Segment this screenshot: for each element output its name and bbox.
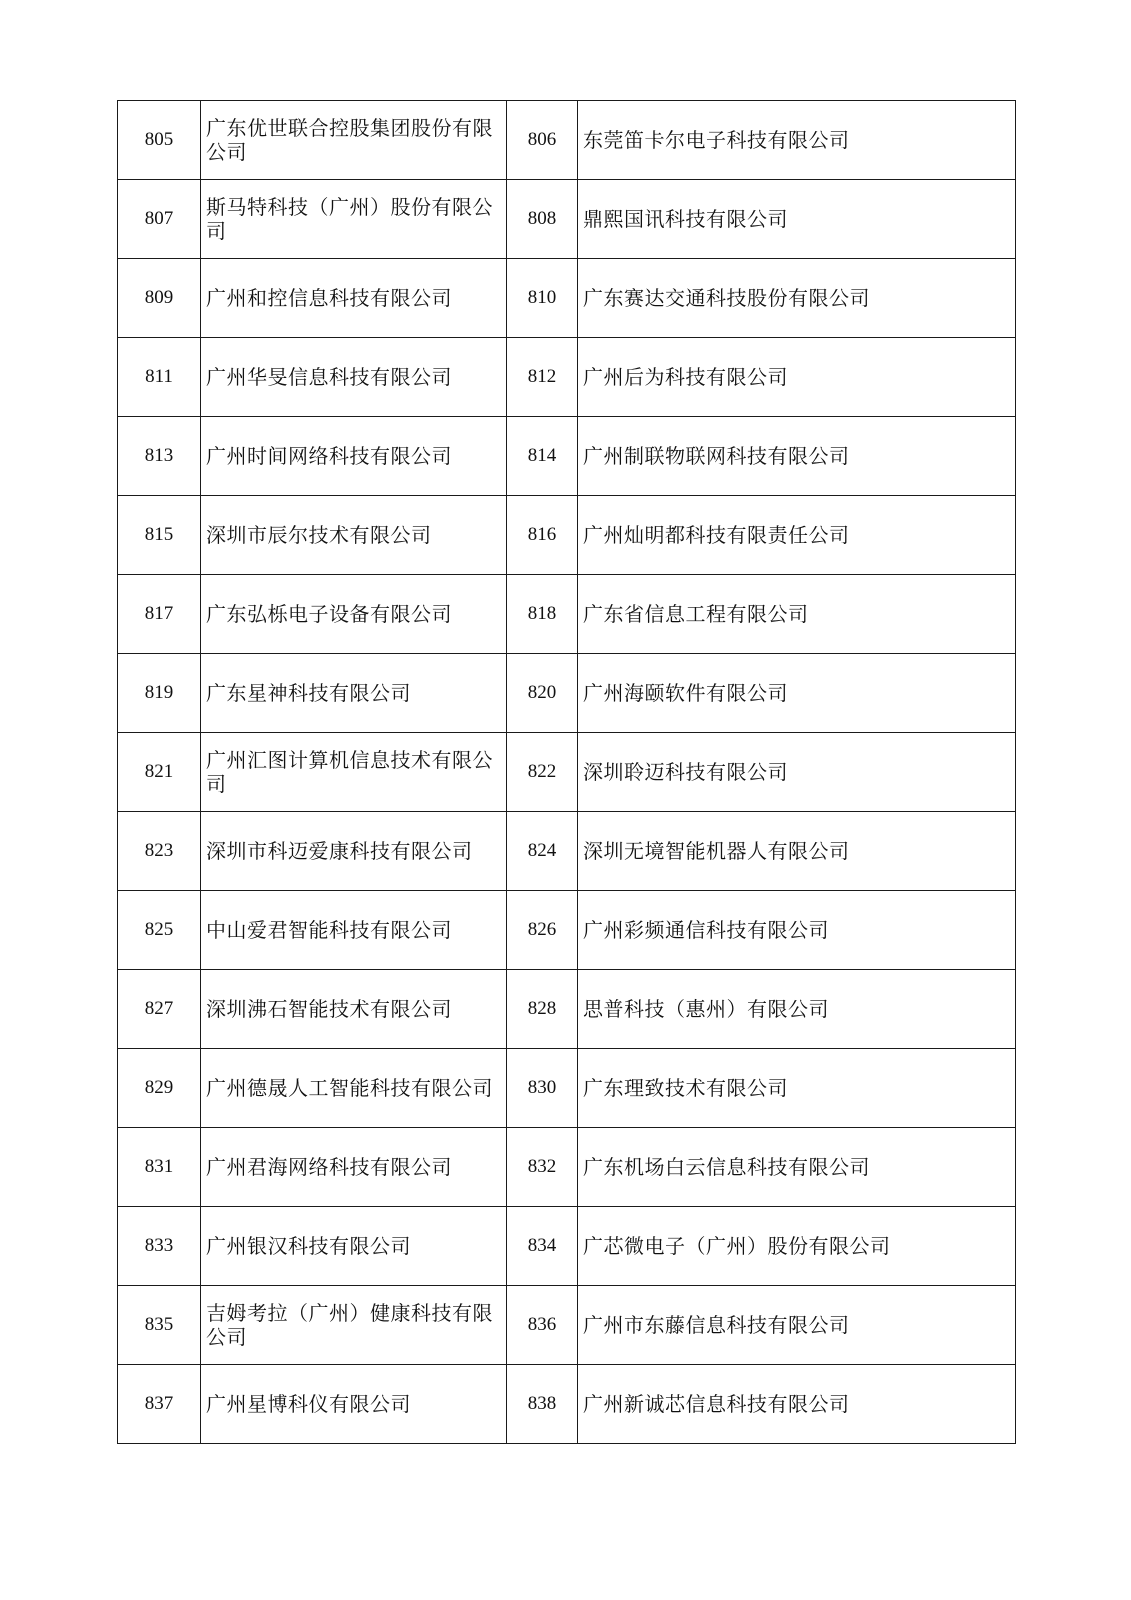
company-name-cell: 广州星博科仪有限公司 bbox=[201, 1365, 507, 1444]
serial-number-cell: 835 bbox=[118, 1286, 201, 1365]
company-name-cell: 广州市东藤信息科技有限公司 bbox=[578, 1286, 1016, 1365]
serial-number-cell: 822 bbox=[507, 733, 578, 812]
serial-number-cell: 806 bbox=[507, 101, 578, 180]
table-row bbox=[118, 654, 1016, 733]
serial-number-cell: 830 bbox=[507, 1049, 578, 1128]
company-name-cell: 深圳无境智能机器人有限公司 bbox=[578, 812, 1016, 891]
serial-number-cell: 832 bbox=[507, 1128, 578, 1207]
table-row bbox=[118, 733, 1016, 812]
company-name-cell: 广州和控信息科技有限公司 bbox=[201, 259, 507, 338]
table-row bbox=[118, 575, 1016, 654]
table-row bbox=[118, 1286, 1016, 1365]
serial-number-cell: 833 bbox=[118, 1207, 201, 1286]
company-name-cell: 广州新诚芯信息科技有限公司 bbox=[578, 1365, 1016, 1444]
serial-number-cell: 813 bbox=[118, 417, 201, 496]
serial-number-cell: 816 bbox=[507, 496, 578, 575]
table-row bbox=[118, 970, 1016, 1049]
serial-number-cell: 825 bbox=[118, 891, 201, 970]
company-name-cell: 广州银汉科技有限公司 bbox=[201, 1207, 507, 1286]
company-name-cell: 广东星神科技有限公司 bbox=[201, 654, 507, 733]
serial-number-cell: 808 bbox=[507, 180, 578, 259]
company-name-cell: 广州德晟人工智能科技有限公司 bbox=[201, 1049, 507, 1128]
table-row bbox=[118, 1365, 1016, 1444]
serial-number-cell: 815 bbox=[118, 496, 201, 575]
table-row bbox=[118, 338, 1016, 417]
company-list-body bbox=[118, 101, 1016, 1444]
serial-number-cell: 807 bbox=[118, 180, 201, 259]
company-name-cell: 深圳市辰尔技术有限公司 bbox=[201, 496, 507, 575]
company-name-cell: 广东赛达交通科技股份有限公司 bbox=[578, 259, 1016, 338]
serial-number-cell: 831 bbox=[118, 1128, 201, 1207]
company-name-cell: 深圳市科迈爱康科技有限公司 bbox=[201, 812, 507, 891]
company-name-cell: 鼎熙国讯科技有限公司 bbox=[578, 180, 1016, 259]
company-name-cell: 深圳聆迈科技有限公司 bbox=[578, 733, 1016, 812]
company-name-cell: 广州华旻信息科技有限公司 bbox=[201, 338, 507, 417]
serial-number-cell: 820 bbox=[507, 654, 578, 733]
table-row bbox=[118, 1049, 1016, 1128]
table-row bbox=[118, 259, 1016, 338]
company-name-cell: 广州汇图计算机信息技术有限公司 bbox=[201, 733, 507, 812]
company-name-cell: 广东省信息工程有限公司 bbox=[578, 575, 1016, 654]
company-name-cell: 斯马特科技（广州）股份有限公司 bbox=[201, 180, 507, 259]
serial-number-cell: 819 bbox=[118, 654, 201, 733]
company-name-cell: 广东优世联合控股集团股份有限公司 bbox=[201, 101, 507, 180]
serial-number-cell: 823 bbox=[118, 812, 201, 891]
company-list-table bbox=[117, 100, 1016, 1444]
serial-number-cell: 824 bbox=[507, 812, 578, 891]
serial-number-cell: 805 bbox=[118, 101, 201, 180]
table-row bbox=[118, 496, 1016, 575]
company-name-cell: 深圳沸石智能技术有限公司 bbox=[201, 970, 507, 1049]
company-name-cell: 广芯微电子（广州）股份有限公司 bbox=[578, 1207, 1016, 1286]
table-row bbox=[118, 812, 1016, 891]
table-row bbox=[118, 1128, 1016, 1207]
company-name-cell: 广东弘栎电子设备有限公司 bbox=[201, 575, 507, 654]
serial-number-cell: 827 bbox=[118, 970, 201, 1049]
company-name-cell: 广州海颐软件有限公司 bbox=[578, 654, 1016, 733]
company-name-cell: 中山爱君智能科技有限公司 bbox=[201, 891, 507, 970]
company-name-cell: 广东理致技术有限公司 bbox=[578, 1049, 1016, 1128]
serial-number-cell: 814 bbox=[507, 417, 578, 496]
serial-number-cell: 836 bbox=[507, 1286, 578, 1365]
company-name-cell: 广州君海网络科技有限公司 bbox=[201, 1128, 507, 1207]
serial-number-cell: 810 bbox=[507, 259, 578, 338]
table-row bbox=[118, 180, 1016, 259]
serial-number-cell: 838 bbox=[507, 1365, 578, 1444]
serial-number-cell: 812 bbox=[507, 338, 578, 417]
company-name-cell: 广州彩频通信科技有限公司 bbox=[578, 891, 1016, 970]
serial-number-cell: 828 bbox=[507, 970, 578, 1049]
serial-number-cell: 811 bbox=[118, 338, 201, 417]
serial-number-cell: 837 bbox=[118, 1365, 201, 1444]
serial-number-cell: 809 bbox=[118, 259, 201, 338]
serial-number-cell: 817 bbox=[118, 575, 201, 654]
serial-number-cell: 829 bbox=[118, 1049, 201, 1128]
company-name-cell: 广东机场白云信息科技有限公司 bbox=[578, 1128, 1016, 1207]
serial-number-cell: 834 bbox=[507, 1207, 578, 1286]
serial-number-cell: 826 bbox=[507, 891, 578, 970]
table-row bbox=[118, 1207, 1016, 1286]
table-row bbox=[118, 891, 1016, 970]
company-name-cell: 广州制联物联网科技有限公司 bbox=[578, 417, 1016, 496]
company-name-cell: 东莞笛卡尔电子科技有限公司 bbox=[578, 101, 1016, 180]
company-name-cell: 广州后为科技有限公司 bbox=[578, 338, 1016, 417]
serial-number-cell: 818 bbox=[507, 575, 578, 654]
serial-number-cell: 821 bbox=[118, 733, 201, 812]
table-row bbox=[118, 101, 1016, 180]
table-row bbox=[118, 417, 1016, 496]
company-name-cell: 吉姆考拉（广州）健康科技有限公司 bbox=[201, 1286, 507, 1365]
company-name-cell: 广州时间网络科技有限公司 bbox=[201, 417, 507, 496]
company-name-cell: 广州灿明都科技有限责任公司 bbox=[578, 496, 1016, 575]
company-name-cell: 思普科技（惠州）有限公司 bbox=[578, 970, 1016, 1049]
